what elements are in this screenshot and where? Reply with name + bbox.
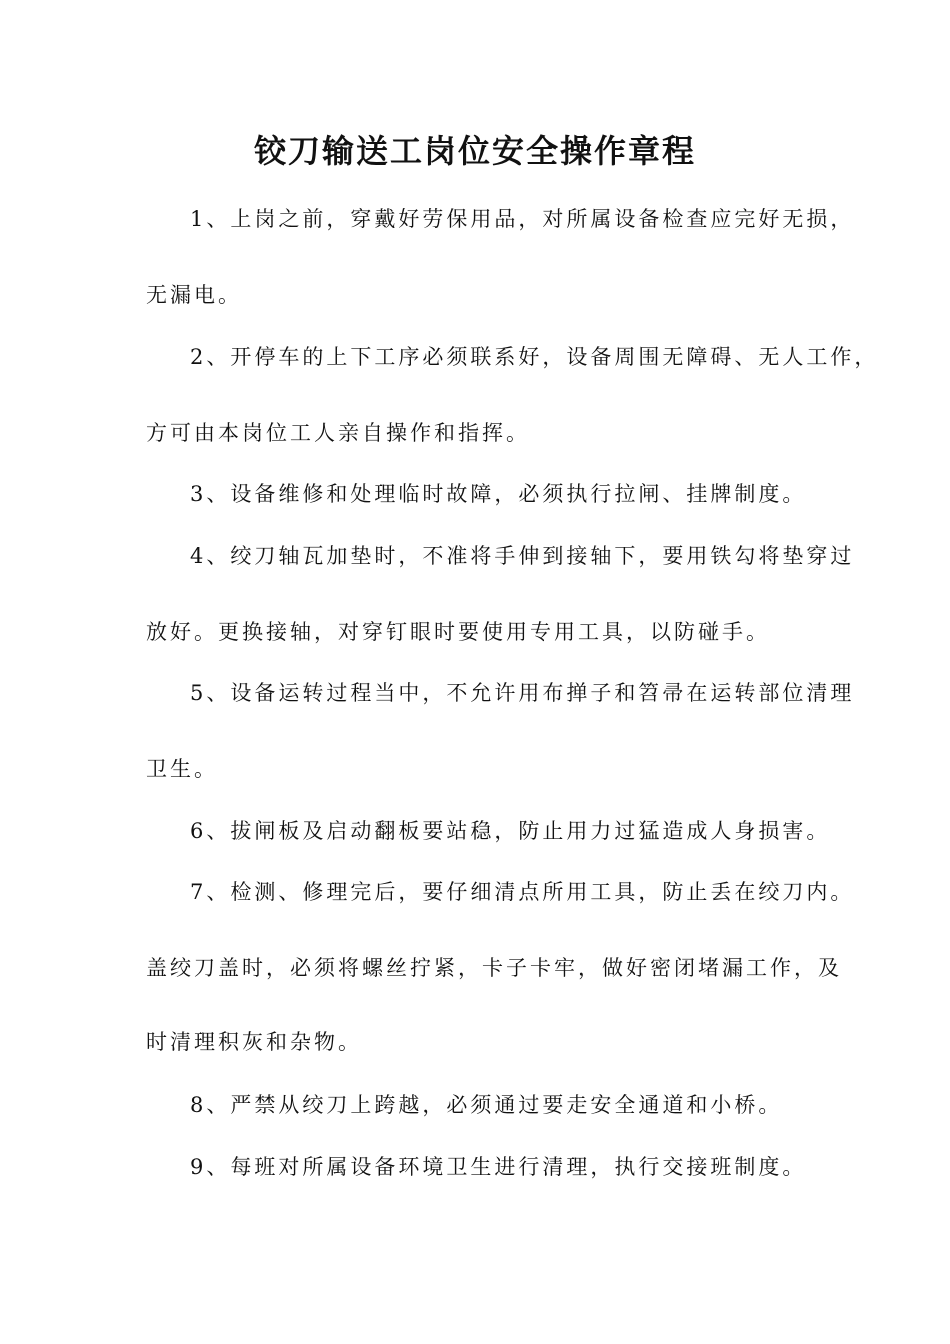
rule-7-line-2: 盖绞刀盖时，必须将螺丝拧紧，卡子卡牢，做好密闭堵漏工作，及	[146, 956, 842, 980]
rule-2-line-2: 方可由本岗位工人亲自操作和指挥。	[146, 421, 530, 445]
rule-3-line-1: 3、设备维修和处理临时故障，必须执行拉闸、挂牌制度。	[190, 482, 807, 506]
rule-1-line-2: 无漏电。	[146, 283, 242, 307]
rule-9-line-1: 9、每班对所属设备环境卫生进行清理，执行交接班制度。	[190, 1155, 807, 1179]
rule-7-line-1: 7、检测、修理完后，要仔细清点所用工具，防止丢在绞刀内。	[190, 880, 855, 904]
rule-5-line-2: 卫生。	[146, 757, 218, 781]
rule-5-line-1: 5、设备运转过程当中，不允许用布掸子和笤帚在运转部位清理	[190, 681, 855, 705]
rule-4-line-1: 4、绞刀轴瓦加垫时，不准将手伸到接轴下，要用铁勾将垫穿过	[190, 544, 855, 568]
rule-8-line-1: 8、严禁从绞刀上跨越，必须通过要走安全通道和小桥。	[190, 1093, 783, 1117]
rule-1-line-1: 1、上岗之前，穿戴好劳保用品，对所属设备检查应完好无损，	[190, 207, 855, 231]
rule-7-line-3: 时清理积灰和杂物。	[146, 1030, 362, 1054]
document-title: 铰刀输送工岗位安全操作章程	[253, 132, 696, 170]
rule-6-line-1: 6、拔闸板及启动翻板要站稳，防止用力过猛造成人身损害。	[190, 819, 831, 843]
rule-2-line-1: 2、开停车的上下工序必须联系好，设备周围无障碍、无人工作，	[190, 345, 879, 369]
rule-4-line-2: 放好。更换接轴，对穿钉眼时要使用专用工具，以防碰手。	[146, 620, 770, 644]
